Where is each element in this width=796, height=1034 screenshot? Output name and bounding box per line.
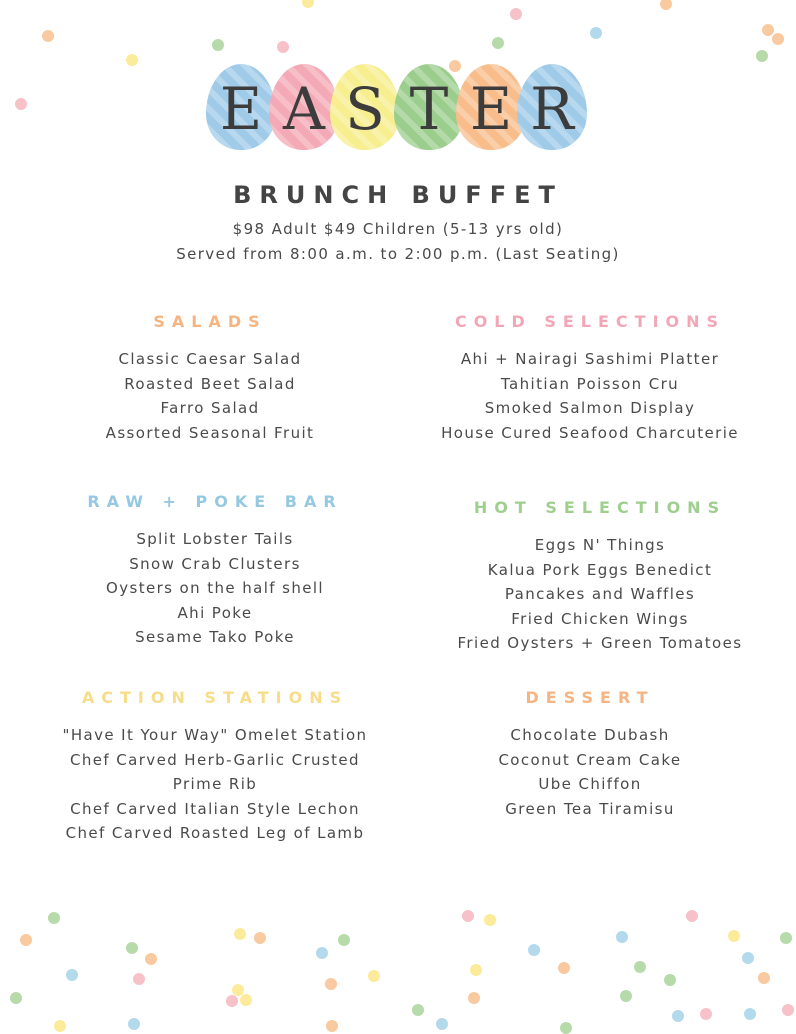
page-title: BRUNCH BUFFET <box>233 181 563 209</box>
menu-item: Assorted Seasonal Fruit <box>105 423 315 442</box>
menu-item: Pancakes and Waffles <box>504 585 696 603</box>
menu-item: Classic Caesar Salad <box>118 350 302 368</box>
section-hot-selections <box>430 498 770 656</box>
section-title-raw-poke-bar: RAW + POKE BAR <box>87 492 343 511</box>
section-raw-poke-bar <box>50 492 380 650</box>
section-action-stations <box>40 688 390 846</box>
menu-item: Sesame Tako Poke <box>135 628 295 646</box>
menu-item: Chef Carved Roasted Leg of Lamb <box>65 824 365 842</box>
section-title-cold-selections: COLD SELECTIONS <box>454 312 726 331</box>
section-title-action-stations: ACTION STATIONS <box>81 688 349 707</box>
menu-item: Ube Chiffon <box>538 775 642 793</box>
menu-item: Fried Oysters + Green Tomatoes <box>457 634 743 652</box>
menu-item: Smoked Salmon Display <box>484 399 696 417</box>
menu-item: Oysters on the half shell <box>106 579 324 597</box>
section-cold-selections <box>420 312 760 445</box>
easter-egg-1: E <box>206 64 276 150</box>
menu-item: Prime Rib <box>172 775 258 793</box>
menu-item: Kalua Pork Eggs Benedict <box>487 560 713 579</box>
menu-item: Green Tea Tiramisu <box>505 799 675 818</box>
hours-line: Served from 8:00 a.m. to 2:00 p.m. (Last Seating) <box>176 245 620 263</box>
easter-egg-6: R <box>517 64 587 150</box>
menu-item: House Cured Seafood Charcuterie <box>441 423 739 442</box>
section-title-salads: SALADS <box>153 312 267 331</box>
section-title-dessert: DESSERT <box>525 688 655 707</box>
menu-item: Chef Carved Italian Style Lechon <box>70 799 360 818</box>
easter-egg-5: E <box>456 64 526 150</box>
menu-item: Coconut Cream Cake <box>498 750 682 769</box>
easter-egg-logo <box>206 64 588 152</box>
menu-item: Tahitian Poisson Cru <box>500 374 680 393</box>
easter-egg-4: T <box>394 64 464 150</box>
menu-item: Snow Crab Clusters <box>129 554 301 573</box>
menu-item: Farro Salad <box>160 399 260 417</box>
section-dessert <box>440 688 740 821</box>
menu-item: Ahi Poke <box>177 603 253 622</box>
price-line: $98 Adult $49 Children (5-13 yrs old) <box>232 220 564 238</box>
menu-item: Chef Carved Herb-Garlic Crusted <box>70 750 360 769</box>
menu-item: Roasted Beet Salad <box>124 374 296 393</box>
menu-item: Fried Chicken Wings <box>511 609 689 628</box>
menu-item: "Have It Your Way" Omelet Station <box>62 726 368 744</box>
menu-item: Split Lobster Tails <box>136 530 294 548</box>
easter-egg-3: S <box>330 64 400 150</box>
section-salads <box>50 312 370 445</box>
menu-item: Chocolate Dubash <box>510 726 670 744</box>
easter-egg-2: A <box>269 64 339 150</box>
menu-item: Ahi + Nairagi Sashimi Platter <box>460 350 720 368</box>
section-title-hot-selections: HOT SELECTIONS <box>473 498 727 517</box>
menu-item: Eggs N' Things <box>534 536 666 554</box>
